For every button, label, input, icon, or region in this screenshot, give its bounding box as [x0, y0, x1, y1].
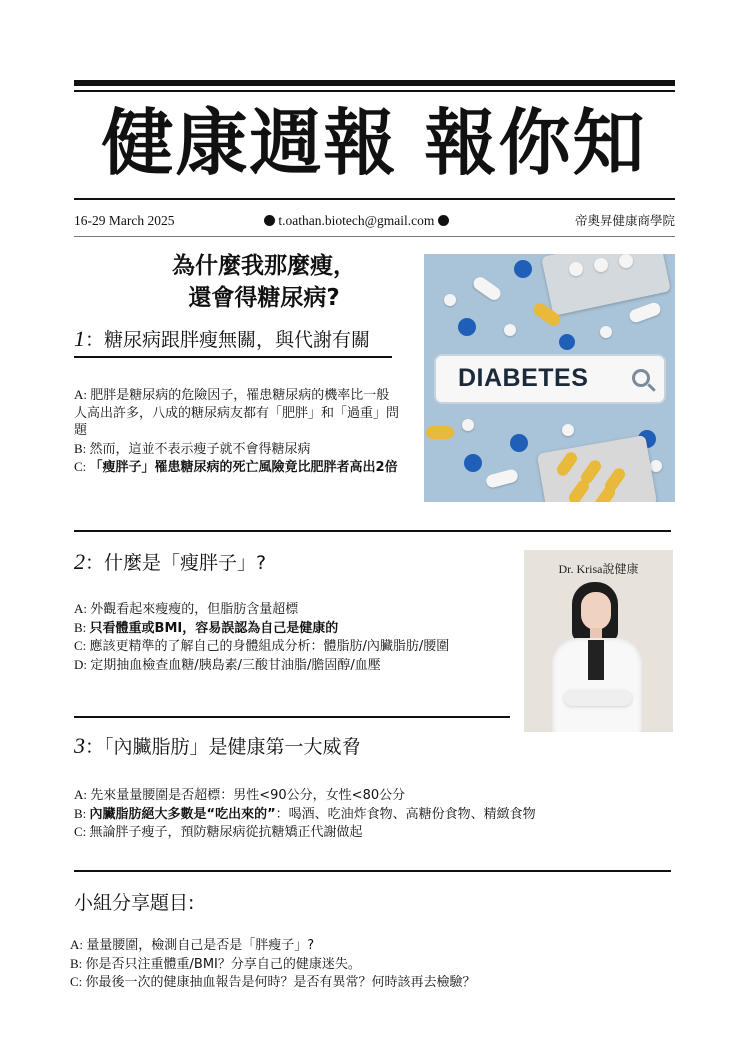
contact-email-line [264, 212, 449, 230]
contact-email: t.oathan.biotech@gmail.com [278, 213, 435, 228]
pill-dot [569, 262, 583, 276]
capsule [471, 275, 503, 303]
headline-line-2: 還會得糖尿病? [188, 285, 340, 311]
capsule [628, 301, 663, 324]
publisher-name: 帝奧昇健康商學院 [574, 213, 675, 228]
pill-dot [600, 326, 612, 338]
section-1-items [74, 386, 400, 477]
section-1-heading: ：糖尿病跟胖瘦無關，與代謝有關 [85, 329, 371, 351]
list-item: B: 你是否只注重體重/BMI？分享自己的健康迷失。 [70, 955, 361, 972]
magnifier-icon [632, 369, 650, 387]
pill-dot [562, 424, 574, 436]
section-number: 3 [74, 733, 85, 758]
pill-dot [444, 294, 456, 306]
discussion-items [70, 936, 670, 992]
section-2-heading: ：什麼是「瘦胖子」? [85, 552, 267, 574]
section-number: 2 [74, 549, 85, 574]
list-item: A: 外觀看起來瘦瘦的，但脂肪含量超標 [74, 601, 299, 617]
capsule [426, 426, 454, 439]
section-1-underline [74, 356, 392, 358]
masthead-top-rule [74, 80, 675, 86]
list-item: B: 只看體重或BMI，容易誤認為自己是健康的 [74, 619, 339, 636]
search-bar-text: DIABETES [458, 364, 589, 392]
arms [564, 690, 632, 706]
face [581, 592, 611, 630]
pill-dot [462, 419, 474, 431]
section-1-title [74, 326, 370, 353]
meta-bottom-rule [74, 236, 675, 237]
discussion-title: 小組分享題目: [74, 892, 195, 914]
section-number: 1 [74, 326, 85, 351]
photo-caption: Dr. Krisa說健康 [558, 562, 639, 576]
pill-dot [619, 254, 633, 268]
pill-dot [559, 334, 575, 350]
section-2-title [74, 549, 266, 576]
list-item: B: 內臟脂肪絕大多數是“吃出來的”：喝酒、吃油炸食物、高糖份食物、精緻食物 [74, 805, 536, 822]
search-bar-graphic [434, 354, 666, 404]
list-item: D: 定期抽血檢查血糖/胰島素/三酸甘油脂/膽固醇/血壓 [74, 656, 381, 673]
list-item: A: 先來量量腰圍是否超標：男性<90公分，女性<80公分 [74, 787, 406, 803]
list-item: A: 肥胖是糖尿病的危險因子，罹患糖尿病的機率比一般人高出許多，八成的糖尿病友都有「肥胖」和「過重」問題 [74, 387, 400, 438]
pill-dot [464, 454, 482, 472]
pill-dot [458, 318, 476, 336]
bullet-dot-icon [264, 215, 275, 226]
newsletter-title: 健康週報 報你知 [101, 101, 647, 185]
doctor-photo [524, 550, 673, 732]
divider-rule [74, 530, 671, 532]
list-item: A: 量量腰圍，檢測自己是否是「胖瘦子」? [70, 937, 315, 953]
pill-dot [514, 260, 532, 278]
pill-dot [504, 324, 516, 336]
section-2-items [74, 600, 514, 674]
section-3-items [74, 786, 674, 842]
pill-dot [594, 258, 608, 272]
headline-line-1: 為什麼我那麼瘦， [172, 253, 356, 279]
list-item: C: 「瘦胖子」罹患糖尿病的死亡風險竟比肥胖者高出2倍 [74, 459, 398, 475]
divider-rule [74, 870, 671, 872]
masthead-top-rule-thin [74, 90, 675, 92]
inner-top [588, 640, 604, 680]
masthead-bottom-rule [74, 198, 675, 200]
list-item: C: 應該更精準的了解自己的身體組成分析：體脂肪/內臟脂肪/腰圍 [74, 638, 450, 654]
pill-dot [510, 434, 528, 452]
issue-date: 16-29 March 2025 [74, 213, 175, 228]
list-item: B: 然而，這並不表示瘦子就不會得糖尿病 [74, 440, 311, 457]
section-3-title [74, 733, 361, 760]
list-item: C: 你最後一次的健康抽血報告是何時？是否有異常？何時該再去檢驗？ [70, 974, 476, 990]
bullet-dot-icon [438, 215, 449, 226]
section-3-heading: ：「內臟脂肪」是健康第一大威脅 [85, 736, 361, 758]
divider-rule [74, 716, 510, 718]
list-item: C: 無論胖子瘦子，預防糖尿病從抗糖矯正代謝做起 [74, 824, 363, 840]
capsule [485, 468, 519, 489]
headline [120, 250, 408, 314]
diabetes-pills-image [424, 254, 675, 502]
pill-dot [650, 460, 662, 472]
